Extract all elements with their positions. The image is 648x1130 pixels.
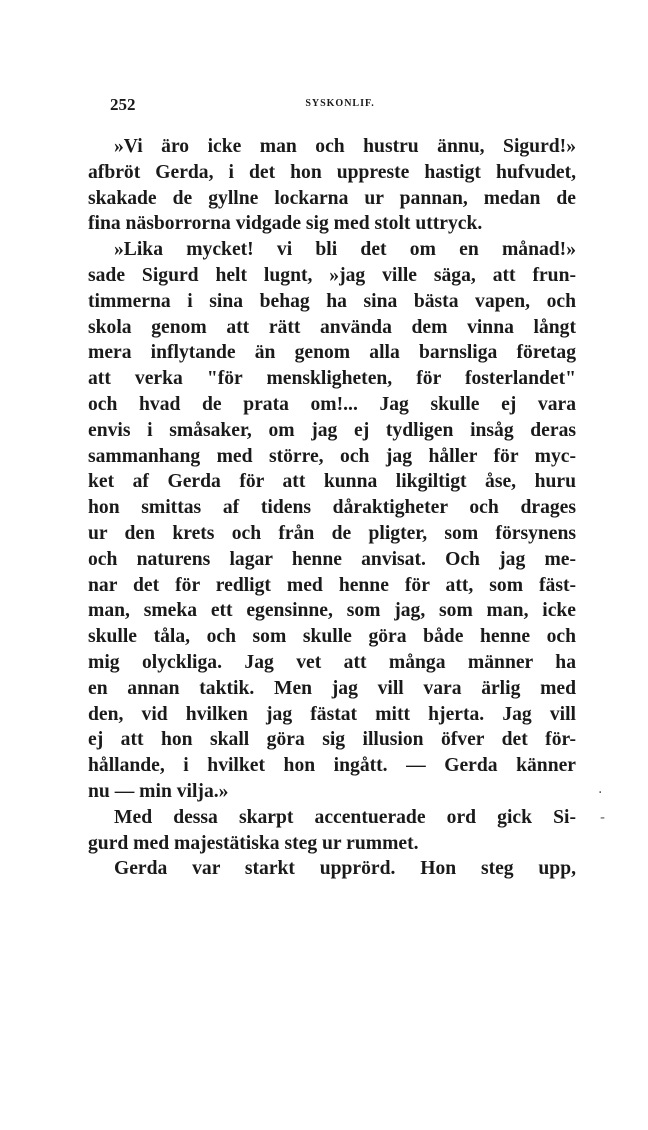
text-line: hållande, i hvilket hon ingått. — Gerda känner [88,755,576,777]
text-line: mera inflytande än genom alla barnsliga företag [88,342,576,364]
text-line: skakade de gyllne lockarna ur pannan, medan de [88,187,576,209]
text-line: att verka "för menskligheten, för fosterlandet" [88,368,576,390]
text-line: skulle tåla, och som skulle göra både henne och [88,626,576,648]
text-line: en annan taktik. Men jag vill vara ärlig med [88,677,576,699]
margin-speck: · [598,785,603,801]
text-line: ket af Gerda för att kunna likgiltigt åse, huru [88,471,576,493]
text-line: hon smittas af tidens dåraktigheter och drages [88,497,576,519]
text-line: ur den krets och från de pligter, som försynens [88,522,576,544]
text-line: mig olyckliga. Jag vet att många männer ha [88,651,576,673]
text-line: och hvad de prata om!... Jag skulle ej vara [88,393,576,415]
text-line: den, vid hvilken jag fästat mitt hjerta. Jag vill [88,703,576,725]
text-line: ej att hon skall göra sig illusion öfver det för- [88,729,576,751]
text-line: nar det för redligt med henne för att, som fäst- [88,574,576,596]
text-line: skola genom att rätt använda dem vinna långt [88,316,576,338]
text-line: afbröt Gerda, i det hon uppreste hastigt hufvudet, [88,161,576,183]
body-text [88,134,576,882]
page-number: 252 [110,95,136,114]
text-line: timmerna i sina behag ha sina bästa vapen, och [88,290,576,312]
text-line: »Lika mycket! vi bli det om en månad!» [114,239,576,261]
margin-speck: - [600,810,606,826]
text-line: nu — min vilja.» [88,780,229,802]
text-line: Med dessa skarpt accentuerade ord gick Si- [114,806,576,828]
text-line: envis i småsaker, om jag ej tydligen insåg deras [88,419,576,441]
text-line: sammanhang med större, och jag håller för myc- [88,445,576,467]
text-line: gurd med majestätiska steg ur rummet. [88,832,419,854]
running-title: SYSKONLIF. [305,98,375,109]
text-line: och naturens lagar henne anvisat. Och jag me- [88,548,576,570]
text-line: Gerda var starkt upprörd. Hon steg upp, [114,858,576,880]
text-line: man, smeka ett egensinne, som jag, som man, icke [88,600,576,622]
text-line: sade Sigurd helt lugnt, »jag ville säga, att frun- [88,264,576,286]
text-line: »Vi äro icke man och hustru ännu, Sigurd!» [114,136,576,157]
page-header [110,95,570,119]
text-line: fina näsborrorna vidgade sig med stolt uttryck. [88,213,483,235]
